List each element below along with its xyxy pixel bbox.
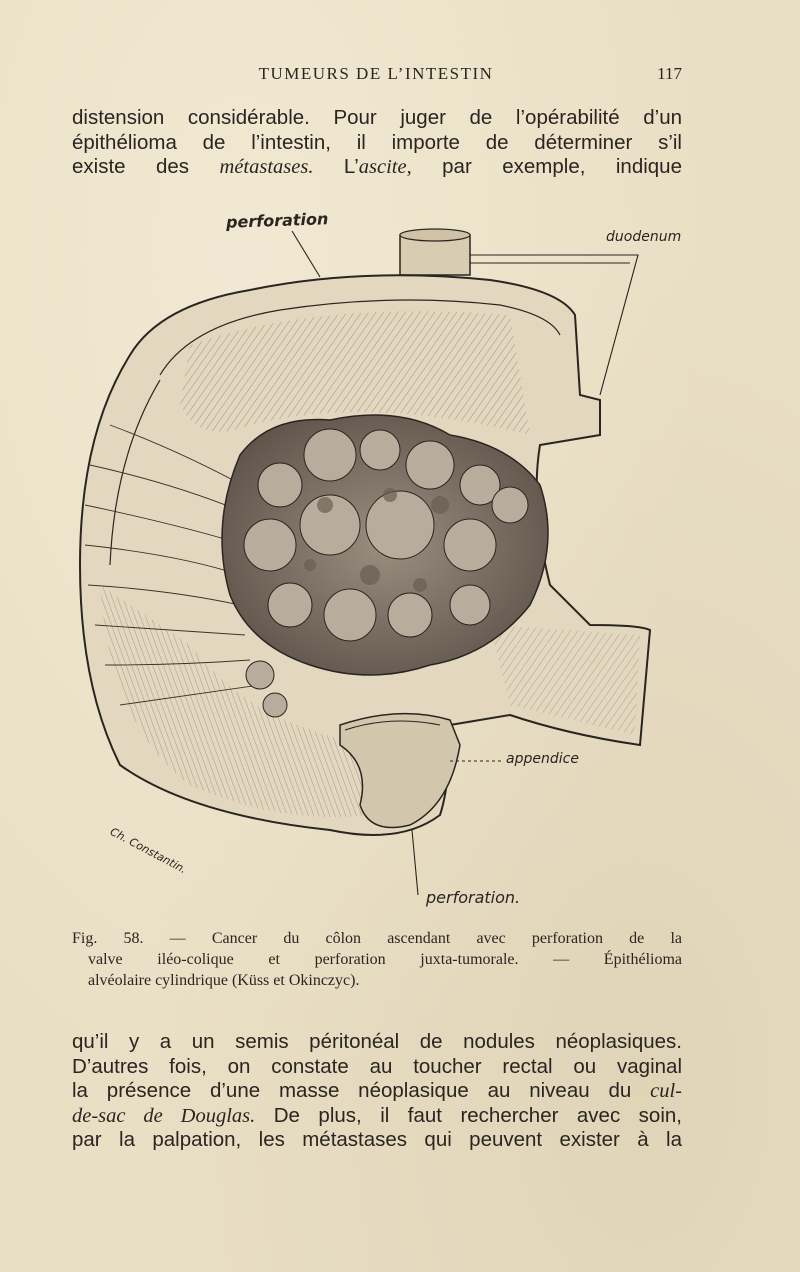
emphasis-douglas: de-sac de Douglas.: [72, 1104, 256, 1127]
emphasis-metastases: métastases.: [219, 156, 314, 178]
paragraph-line: la présence d’une masse néoplasique au niveau du cul-: [72, 1079, 682, 1102]
emphasis-cul: cul-: [650, 1080, 682, 1102]
figure-caption: [72, 928, 682, 991]
caption-line: Fig. 58. — Cancer du côlon ascendant avec perforation de la: [72, 930, 682, 947]
caption-line: alvéolaire cylindrique (Küss et Okinczyc).: [88, 972, 360, 989]
paragraph-line: par la palpation, les métastases qui peuvent exister à la: [72, 1128, 682, 1151]
running-head: [70, 64, 682, 88]
paragraph-line: qu’il y a un semis péritonéal de nodules néoplasiques.: [72, 1030, 682, 1053]
paragraph-line: existe des métastases. L’ascite, par exemple, indique: [72, 155, 682, 178]
paragraph-bottom: [72, 1030, 682, 1153]
paragraph-line: D’autres fois, on constate au toucher rectal ou vaginal: [72, 1054, 682, 1078]
anatomical-illustration: [70, 205, 710, 915]
paragraph-line: distension considérable. Pour juger de l’opérabilité d’un: [72, 106, 682, 129]
colon-drawing: [70, 205, 710, 915]
paragraph-top: [72, 106, 682, 180]
paragraph-line: épithélioma de l’intestin, il importe de déterminer s’il: [72, 130, 682, 154]
running-title: TUMEURS DE L’INTESTIN: [258, 64, 494, 83]
paragraph-line: de-sac de Douglas. De plus, il faut rechercher avec soin,: [72, 1103, 682, 1127]
page-number: 117: [657, 64, 682, 83]
label-appendice: appendice: [506, 751, 579, 767]
label-perforation-bottom: perforation.: [426, 888, 521, 907]
emphasis-ascite: ascite,: [358, 156, 412, 178]
label-perforation-top: perforation: [225, 209, 329, 232]
artist-signature: Ch. Constantin.: [107, 825, 189, 877]
label-duodenum: duodenum: [606, 229, 682, 245]
caption-line: valve iléo-colique et perforation juxta-tumorale. — Épithélioma: [88, 951, 682, 968]
